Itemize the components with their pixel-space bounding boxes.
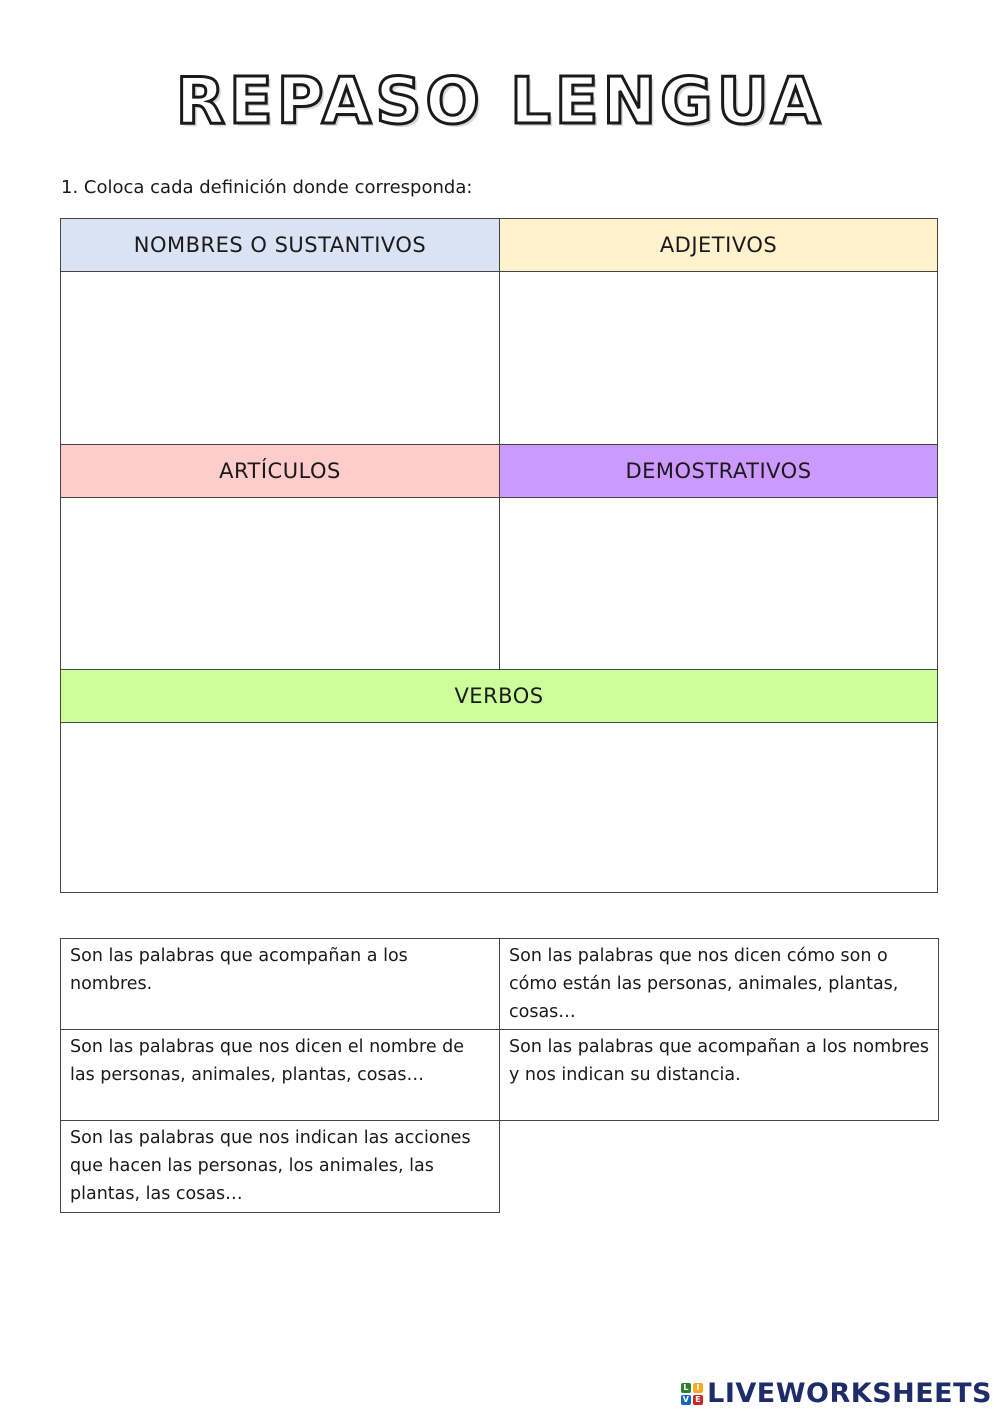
drop-zone-articulos[interactable] [61,498,500,669]
drop-zone-verbos[interactable] [61,723,937,892]
drop-zone-demostrativos[interactable] [500,498,937,669]
logo-mark-letter: L [681,1383,691,1393]
header-articulos: ARTÍCULOS [61,444,500,498]
logo-mark-letter: I [693,1383,703,1393]
header-nombres: NOMBRES O SUSTANTIVOS [61,219,500,272]
definition-card[interactable]: Son las palabras que acompañan a los nombres. [60,938,500,1030]
definition-card[interactable]: Son las palabras que nos indican las acciones que hacen las personas, los animales, las plantas, las cosas… [60,1120,500,1213]
definition-card[interactable]: Son las palabras que nos dicen el nombre de las personas, animales, plantas, cosas… [60,1029,500,1121]
definitions-table [60,938,939,1213]
page-title: REPASO LENGUA [175,65,825,139]
liveworksheets-mark-icon [681,1383,703,1405]
definition-card[interactable]: Son las palabras que acompañan a los nombres y nos indican su distancia. [499,1029,939,1121]
category-grid [60,218,938,893]
drop-zone-nombres[interactable] [61,272,500,444]
brand-name: LIVEWORKSHEETS [707,1378,992,1409]
logo-mark-letter: V [682,1394,690,1404]
instruction-text: 1. Coloca cada definición donde corresponda: [61,177,473,198]
header-adjetivos: ADJETIVOS [500,219,937,272]
header-demostrativos: DEMOSTRATIVOS [500,444,937,498]
header-verbos: VERBOS [61,669,937,723]
logo-mark-letter: E [693,1395,703,1405]
definition-card[interactable]: Son las palabras que nos dicen cómo son o cómo están las personas, animales, plantas, cosas… [499,938,939,1030]
liveworksheets-logo [681,1378,992,1409]
drop-zone-adjetivos[interactable] [500,272,937,444]
